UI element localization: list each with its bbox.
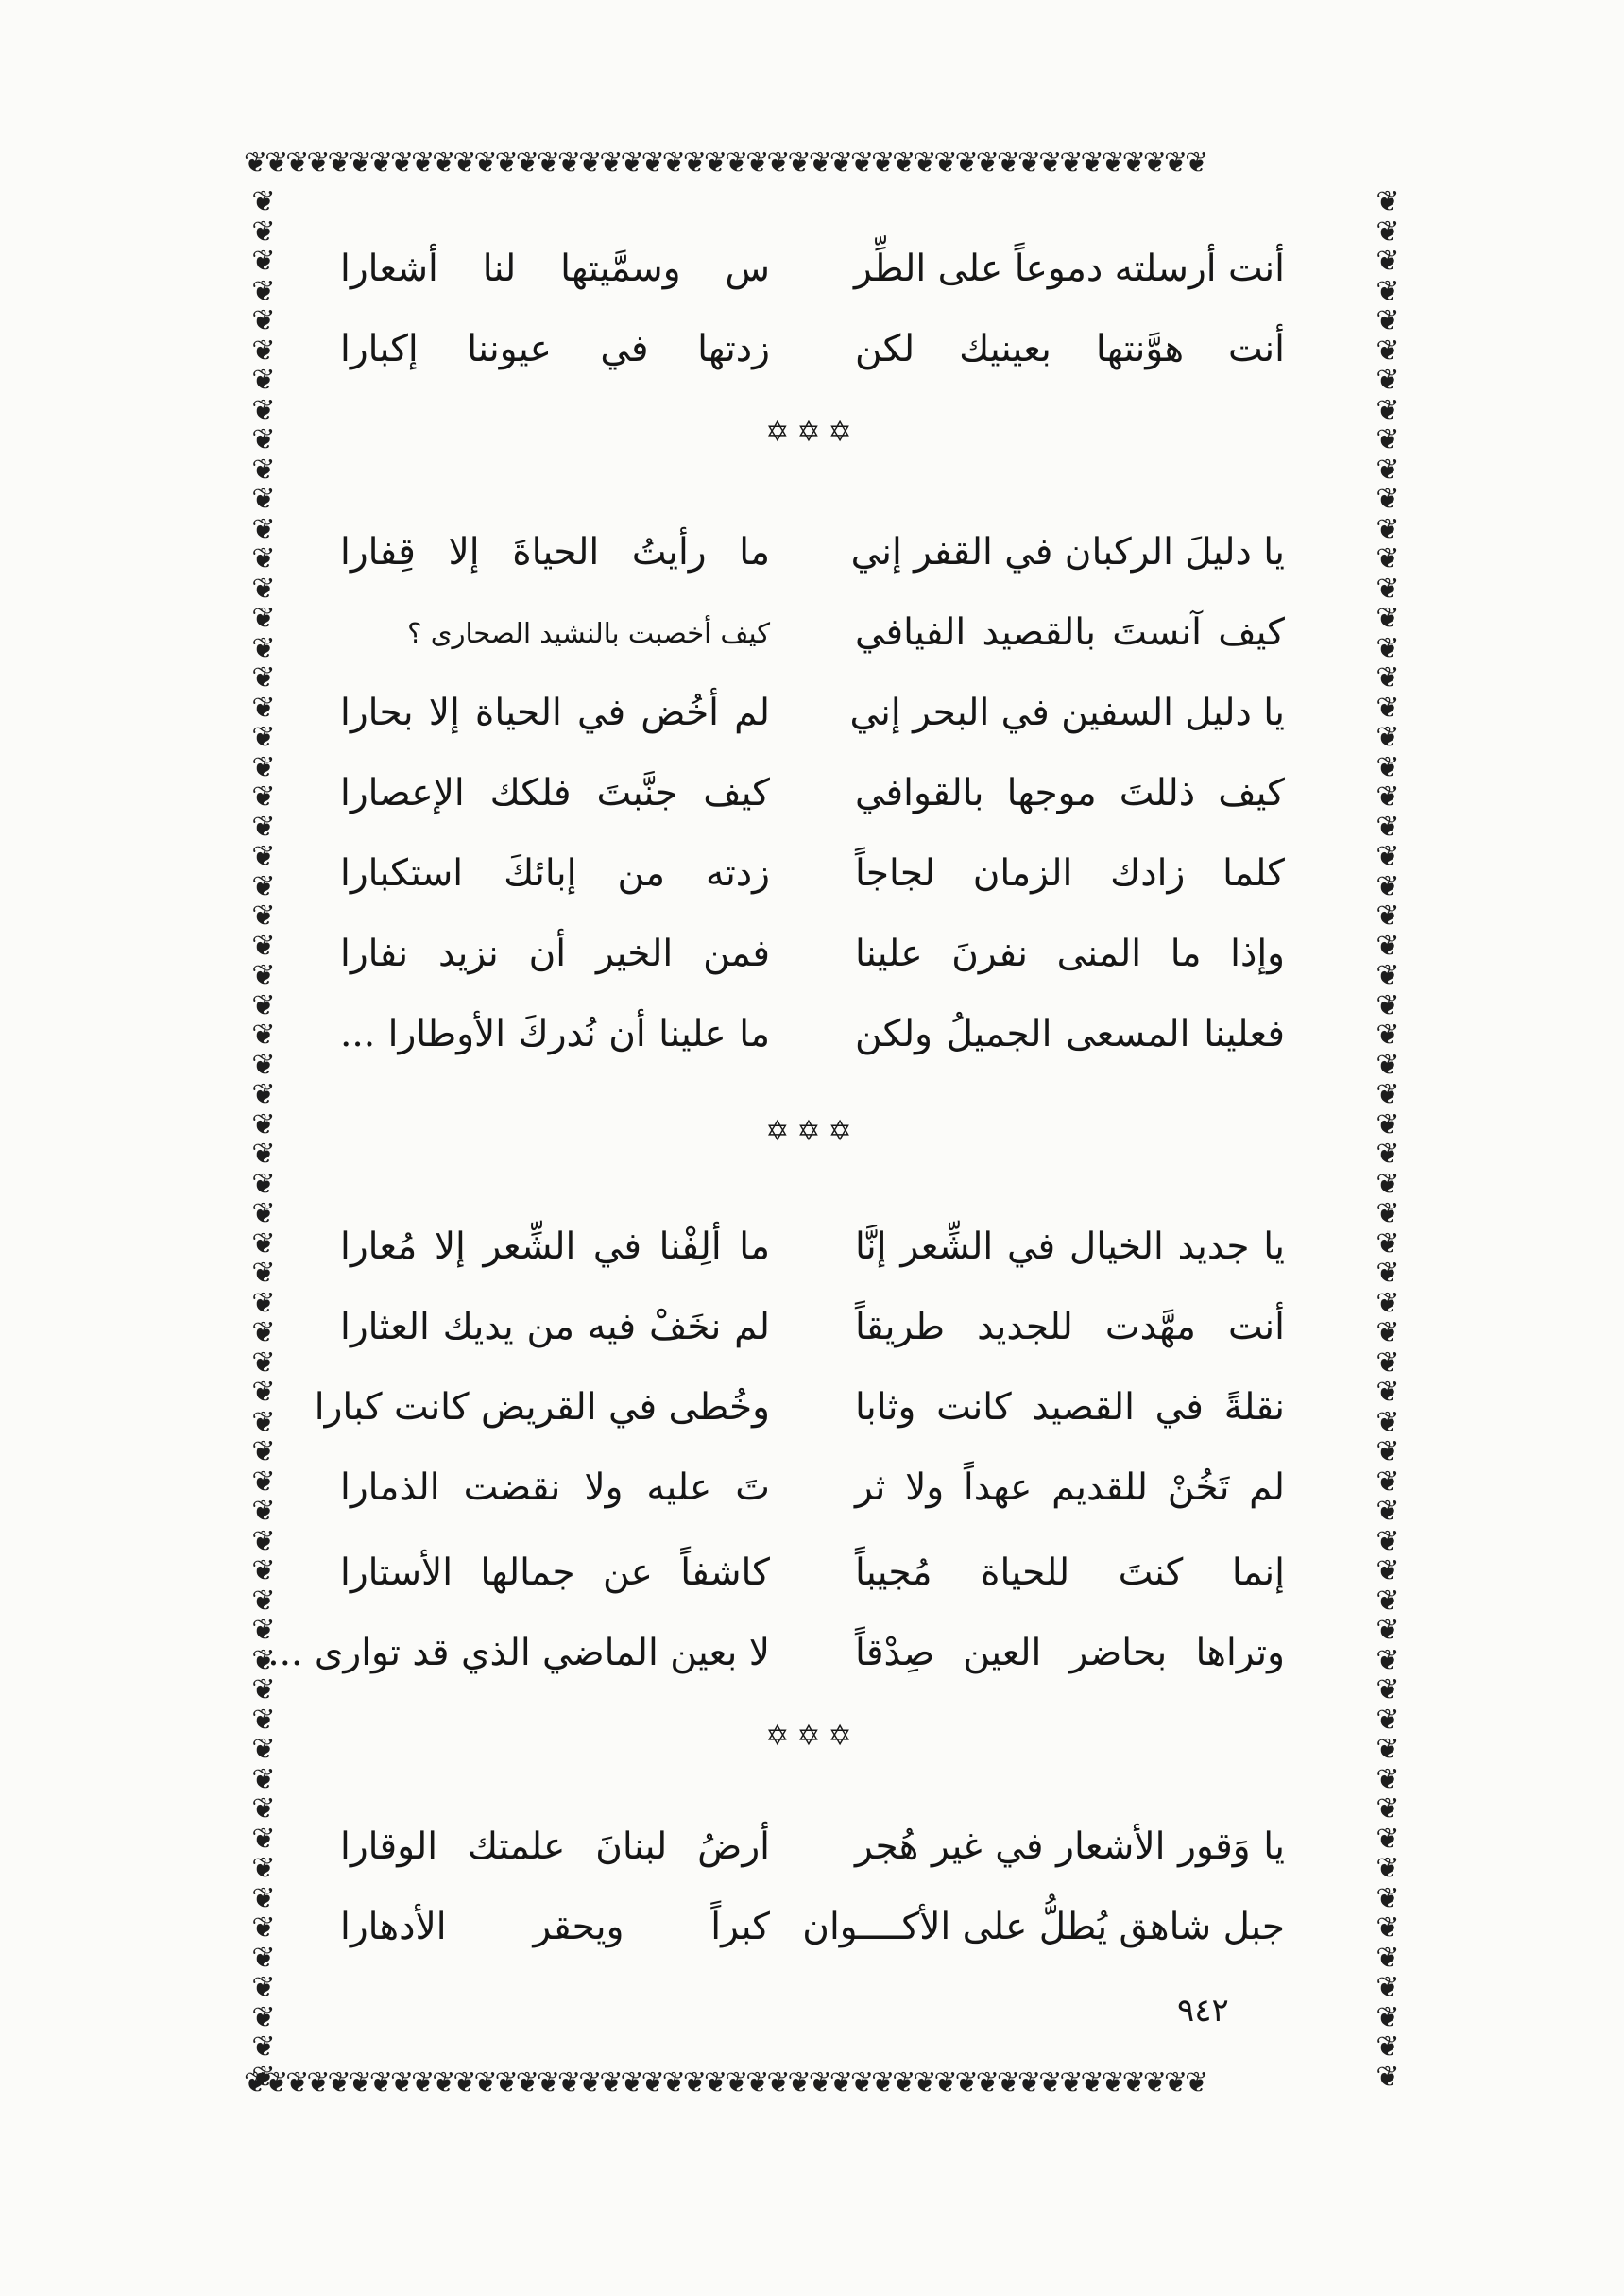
second-hemistich: وخُطى في القريض كانت كبارا: [314, 1386, 770, 1429]
first-hemistich: وإذا ما المنى نفرنَ علينا: [855, 933, 1285, 975]
first-hemistich: لم تَخُنْ للقديم عهداً ولا ثر: [855, 1466, 1285, 1509]
second-hemistich: كيف جنَّبتَ فلكك الإعصارا: [340, 772, 770, 814]
first-hemistich: يا جديد الخيال في الشِّعر إنَّا: [855, 1225, 1285, 1268]
first-hemistich: أنت أرسلته دموعاً على الطِّر: [854, 248, 1285, 290]
first-hemistich: يا دليلَ الركبان في القفر إني: [850, 531, 1285, 574]
verse: [340, 1006, 1285, 1063]
second-hemistich: زدتها في عيوننا إكبارا: [340, 328, 770, 370]
verse: [340, 1545, 1285, 1602]
second-hemistich: كاشفاً عن جمالها الأستارا: [340, 1551, 770, 1594]
verse: [340, 1299, 1285, 1356]
star-divider: ✡✡✡: [765, 1720, 860, 1753]
verse: [340, 321, 1285, 378]
verse: [340, 1460, 1285, 1516]
first-hemistich: يا وَقور الأشعار في غير هُجر: [855, 1825, 1285, 1868]
first-hemistich: كلما زادك الزمان لجاجاً: [855, 852, 1285, 895]
verse: [340, 1899, 1285, 1956]
second-hemistich: زدته من إبائكَ استكبارا: [340, 852, 770, 895]
verse: [267, 1625, 1285, 1682]
verse: [340, 846, 1285, 902]
star-divider: ✡✡✡: [765, 416, 860, 449]
first-hemistich: وتراها بحاضر العين صِدْقاً: [855, 1632, 1285, 1674]
verse: [340, 241, 1285, 298]
first-hemistich: كيف ذللتَ موجها بالقوافي: [855, 772, 1285, 814]
first-hemistich: إنما كنتَ للحياة مُجيباً: [855, 1551, 1285, 1594]
first-hemistich: جبل شاهق يُطلُّ على الأكــــوان: [802, 1906, 1285, 1948]
second-hemistich: ما علينا أن نُدركَ الأوطارا ...: [340, 1013, 770, 1055]
first-hemistich: فعلينا المسعى الجميلُ ولكن: [855, 1013, 1285, 1055]
verse: [340, 1219, 1285, 1276]
verse: [314, 1379, 1285, 1436]
page-number: ٩٤٢: [1177, 1992, 1229, 2030]
verse: [340, 685, 1285, 742]
first-hemistich: أنت هوَّنتها بعينيك لكن: [855, 328, 1285, 370]
second-hemistich: فمن الخير أن نزيد نفارا: [340, 933, 770, 975]
second-hemistich: أرضُ لبنانَ علمتك الوقارا: [340, 1825, 770, 1868]
verse: [340, 926, 1285, 983]
verse: [340, 765, 1285, 822]
second-hemistich: ما رأيتُ الحياةَ إلا قِفارا: [340, 531, 770, 574]
second-hemistich: تَ عليه ولا نقضت الذمارا: [340, 1466, 770, 1509]
second-hemistich: س وسمَّيتها لنا أشعارا: [340, 248, 770, 290]
verse: [340, 524, 1285, 581]
second-hemistich: لا بعين الماضي الذي قد توارى ...: [267, 1632, 770, 1674]
first-hemistich: كيف آنستَ بالقصيد الفيافي: [855, 611, 1285, 654]
second-hemistich: لم أخُض في الحياة إلا بحارا: [340, 692, 770, 734]
second-hemistich: لم نخَفْ فيه من يديك العثارا: [340, 1306, 770, 1348]
verse: [340, 1819, 1285, 1876]
second-hemistich: ما ألِفْنا في الشِّعر إلا مُعارا: [340, 1225, 770, 1268]
first-hemistich: نقلةً في القصيد كانت وثابا: [855, 1386, 1285, 1429]
first-hemistich: أنت مهَّدت للجديد طريقاً: [855, 1306, 1285, 1348]
second-hemistich: كبراً ويحقر الأدهارا: [340, 1906, 770, 1948]
left-border-ornament: [244, 187, 283, 2069]
second-hemistich: كيف أخصبت بالنشيد الصحارى ؟: [407, 617, 770, 649]
verse: [340, 605, 1285, 661]
right-border-ornament: [1368, 187, 1408, 2069]
first-hemistich: يا دليل السفين في البحر إني: [849, 692, 1285, 734]
poem: [267, 0, 1285, 2296]
star-divider: ✡✡✡: [765, 1115, 860, 1148]
